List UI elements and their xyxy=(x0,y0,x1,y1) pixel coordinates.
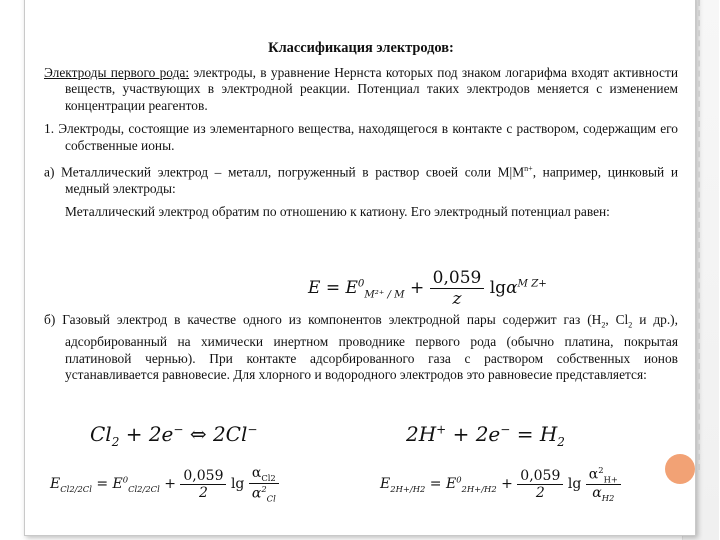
metal-electrode-text-b: , например, цинковый и медный электроды: xyxy=(65,164,678,196)
hp-lg: lg xyxy=(567,476,582,493)
h-lhs-sup: + xyxy=(436,422,447,437)
cl-arrow: ⇔ xyxy=(189,422,207,446)
hp-frac2-num xyxy=(586,465,621,485)
metal-ion-charge: n+ xyxy=(524,164,533,173)
clp-lg: lg xyxy=(230,476,245,493)
chlorine-potential-formula xyxy=(50,465,279,503)
intro-term: Электроды первого рода: xyxy=(44,64,190,80)
formula-plus: + xyxy=(410,278,425,298)
paragraph-1: 1. Электроды, состоящие из элементарного вещества, находящегося в контакте с раствором, содержащим его собственные ионы. xyxy=(44,121,678,153)
cl-rhs-sup: − xyxy=(247,422,258,437)
cl-rhs: 2Cl xyxy=(212,422,248,446)
dashed-divider xyxy=(698,0,701,470)
clp-frac-1 xyxy=(180,468,226,501)
hp-e0-sub: 2H+/H2 xyxy=(461,483,497,494)
gas-electrode-block xyxy=(44,312,678,391)
clp-frac2-num xyxy=(249,465,279,484)
hp-plus: + xyxy=(501,476,513,493)
formula-lhs: E = E xyxy=(308,278,358,298)
hp-num2: α xyxy=(588,466,599,483)
clp-num2-sub: Cl2 xyxy=(261,472,276,483)
cl-lhs-sub: 2 xyxy=(111,435,120,449)
formula-lg: lg xyxy=(489,278,507,298)
cl-lhs: Cl xyxy=(90,422,112,446)
hp-frac-2 xyxy=(586,465,621,503)
h-lhs: 2H xyxy=(406,422,437,446)
gas-text-a: б) Газовый электрод в качестве одного из компонентов электродной пары содержит газ (H xyxy=(44,312,602,327)
chlorine-equilibrium xyxy=(90,422,257,449)
gas-text-c: и др.), адсорбированный на химически инертном проводнике первого рода (обычно платина, покрытая платиновой чернью). При контакте адсорбированного газа с раствором собственных ионов устанавливается равновесие. Для хлорного и водородного электродов это равновесие представляется: xyxy=(65,312,678,383)
hp-frac-1 xyxy=(517,468,563,501)
fraction-numerator: 0,059 xyxy=(430,268,485,289)
clp-num: 0,059 xyxy=(180,468,226,485)
clp-E: E xyxy=(50,476,61,493)
hp-frac2-den xyxy=(586,485,621,503)
metal-electrode-text-a: а) Металлический электрод – металл, погруженный в раствор своей соли М|М xyxy=(44,164,525,180)
clp-den: 2 xyxy=(198,484,208,501)
h-e-sup: − xyxy=(500,422,511,437)
gas-sub-2: 2 xyxy=(628,320,633,330)
formula-activity-sup: M Z+ xyxy=(517,278,547,290)
h-rhs-sub: 2 xyxy=(557,435,565,449)
clp-den2-sub: Cl xyxy=(266,493,276,504)
hp-E: E xyxy=(380,476,391,493)
clp-frac2-den xyxy=(249,484,279,503)
formula-activity: α xyxy=(506,278,518,298)
clp-e0-sub: Cl2/2Cl xyxy=(128,483,160,494)
hp-den2-sub: H2 xyxy=(601,493,615,504)
formula-e0-sup: 0 xyxy=(357,278,365,290)
clp-den2: α xyxy=(251,485,262,502)
hydrogen-potential-formula xyxy=(380,465,621,503)
paragraph-metal-electrode xyxy=(44,161,678,197)
h-rhs: H xyxy=(539,422,558,446)
orange-circle-decoration xyxy=(665,454,695,484)
hp-e0-sup: 0 xyxy=(456,474,462,485)
intro-rest: электроды, в уравнение Нернста которых под знаком логарифма входят активности веществ, участвующих в электродной реакции. Потенциал таких электродов меняется с изменением концентрации реагентов. xyxy=(65,64,678,113)
hydrogen-equilibrium xyxy=(406,422,565,449)
fraction-denominator: z xyxy=(452,289,462,309)
paragraph-gas-electrode xyxy=(44,312,678,384)
hp-num2-sup: 2 xyxy=(598,465,604,475)
cl-mid: + 2e xyxy=(119,422,174,446)
metal-potential-formula xyxy=(308,268,547,309)
clp-E-sub: Cl2/2Cl xyxy=(60,483,92,494)
hp-eq: = E xyxy=(425,476,457,493)
hp-num: 0,059 xyxy=(517,468,563,485)
hp-num2-sub: H+ xyxy=(603,474,618,485)
h-mid: + 2e xyxy=(446,422,501,446)
intro-paragraph xyxy=(44,65,678,115)
slide-title: Классификация электродов: xyxy=(268,40,454,56)
formula-fraction xyxy=(430,268,485,309)
slide-content xyxy=(44,40,678,228)
clp-e0-sup: 0 xyxy=(122,474,129,485)
gas-text-b: , Cl xyxy=(605,312,629,327)
clp-num2: α xyxy=(251,465,262,481)
hp-E-sub: 2H+/H2 xyxy=(390,483,426,494)
clp-eq: = E xyxy=(91,476,123,493)
clp-den2-sup: 2 xyxy=(261,483,267,494)
hp-den: 2 xyxy=(535,484,545,501)
h-arrow: = xyxy=(516,422,534,446)
clp-frac-2 xyxy=(249,465,279,503)
gas-sub-1: 2 xyxy=(601,320,606,330)
hp-den2: α xyxy=(592,485,602,502)
paragraph-potential: Металлический электрод обратим по отношению к катиону. Его электродный потенциал равен: xyxy=(65,204,610,220)
formula-e0-sub: M²⁺ / M xyxy=(364,289,405,301)
clp-plus: + xyxy=(164,476,176,493)
cl-e-sup: − xyxy=(173,422,184,437)
